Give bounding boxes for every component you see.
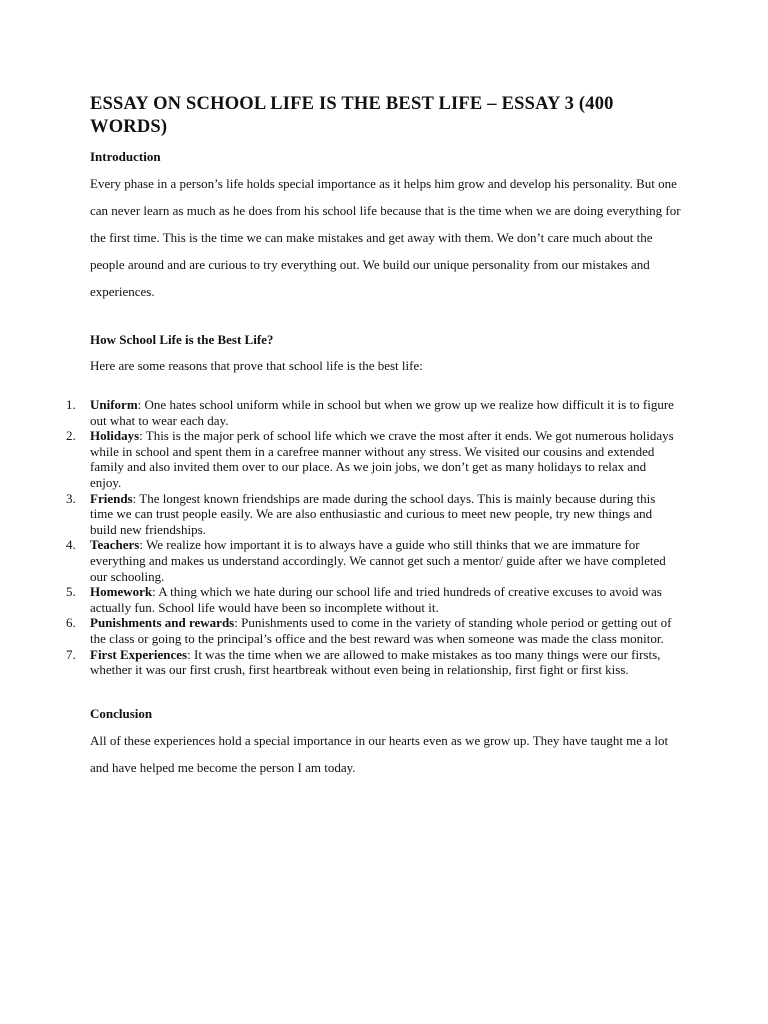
list-item-text: : The longest known friendships are made during the school days. This is mainly because during this time we can trust people easily. We are also enthusiastic and curious to meet new people, try new things and build new friendships. bbox=[90, 490, 656, 537]
introduction-heading: Introduction bbox=[90, 149, 161, 164]
reasons-intro: Here are some reasons that prove that school life is the best life: bbox=[90, 358, 423, 373]
list-item-text: : This is the major perk of school life which we crave the most after it ends. We got numerous holidays while in school and spent them in a carefree manner without any stress. We visited our cousins and extended family and also invited them over to our place. As we join jobs, we don’t get as many holidays to relax and enjoy. bbox=[90, 428, 674, 490]
list-item-number: 5. bbox=[66, 584, 76, 600]
introduction-paragraph: Every phase in a person’s life holds special importance as it helps him grow and develop his personality. But one can never learn as much as he does from his school life because that is the time when we are doing everything for the first time. This is the time we can make mistakes and get away with them. We don’t care much about the people around and are curious to try everything out. We build our unique personality from our mistakes and experiences. bbox=[90, 176, 681, 299]
list-item-term: First Experiences bbox=[90, 646, 188, 662]
list-item-number: 1. bbox=[66, 397, 76, 412]
list-item-text: : It was the time when we are allowed to make mistakes as too many things were our firsts, whether it was our first crush, first heartbreak without even being in relationship, first fight or first kiss. bbox=[90, 646, 661, 678]
list-item-number: 6. bbox=[66, 615, 76, 631]
list-item bbox=[66, 646, 680, 678]
list-item-term: Teachers bbox=[90, 537, 140, 553]
list-item-text: : A thing which we hate during our school life and tried hundreds of creative excuses to avoid was actually fun. School life would have been so incomplete without it. bbox=[90, 584, 662, 615]
list-item-number: 2. bbox=[66, 428, 76, 444]
conclusion-heading: Conclusion bbox=[90, 706, 153, 721]
list-item-number: 4. bbox=[66, 537, 76, 553]
list-item bbox=[66, 490, 680, 538]
list-item-term: Punishments and rewards bbox=[90, 615, 235, 631]
list-item-text: : One hates school uniform while in school but when we grow up we realize how difficult it is to figure out what to wear each day. bbox=[90, 397, 674, 428]
list-item bbox=[66, 615, 680, 646]
list-item-text: : We realize how important it is to always have a guide who still thinks that we are immature for everything and makes us understand accordingly. We cannot get such a mentor/ guide after we have completed our schooling. bbox=[90, 537, 666, 584]
essay-title: ESSAY ON SCHOOL LIFE IS THE BEST LIFE – ESSAY 3 (400 WORDS) bbox=[90, 94, 614, 137]
reasons-list bbox=[66, 397, 680, 678]
list-item-term: Homework bbox=[90, 584, 153, 600]
list-item-term: Holidays bbox=[90, 428, 140, 444]
list-item-term: Uniform bbox=[90, 397, 138, 412]
list-item bbox=[66, 537, 680, 584]
list-item bbox=[66, 584, 680, 615]
list-item bbox=[66, 397, 680, 428]
list-item bbox=[66, 428, 680, 490]
list-item-text: : Punishments used to come in the variety of standing whole period or getting out of the class or going to the principal’s office and the best reward was when someone was made the class monitor. bbox=[90, 615, 672, 646]
reasons-heading: How School Life is the Best Life? bbox=[90, 332, 274, 347]
list-item-number: 7. bbox=[66, 646, 76, 662]
list-item-term: Friends bbox=[90, 490, 133, 506]
conclusion-paragraph: All of these experiences hold a special importance in our hearts even as we grow up. They have taught me a lot and have helped me become the person I am today. bbox=[90, 733, 669, 775]
list-item-number: 3. bbox=[66, 490, 76, 506]
